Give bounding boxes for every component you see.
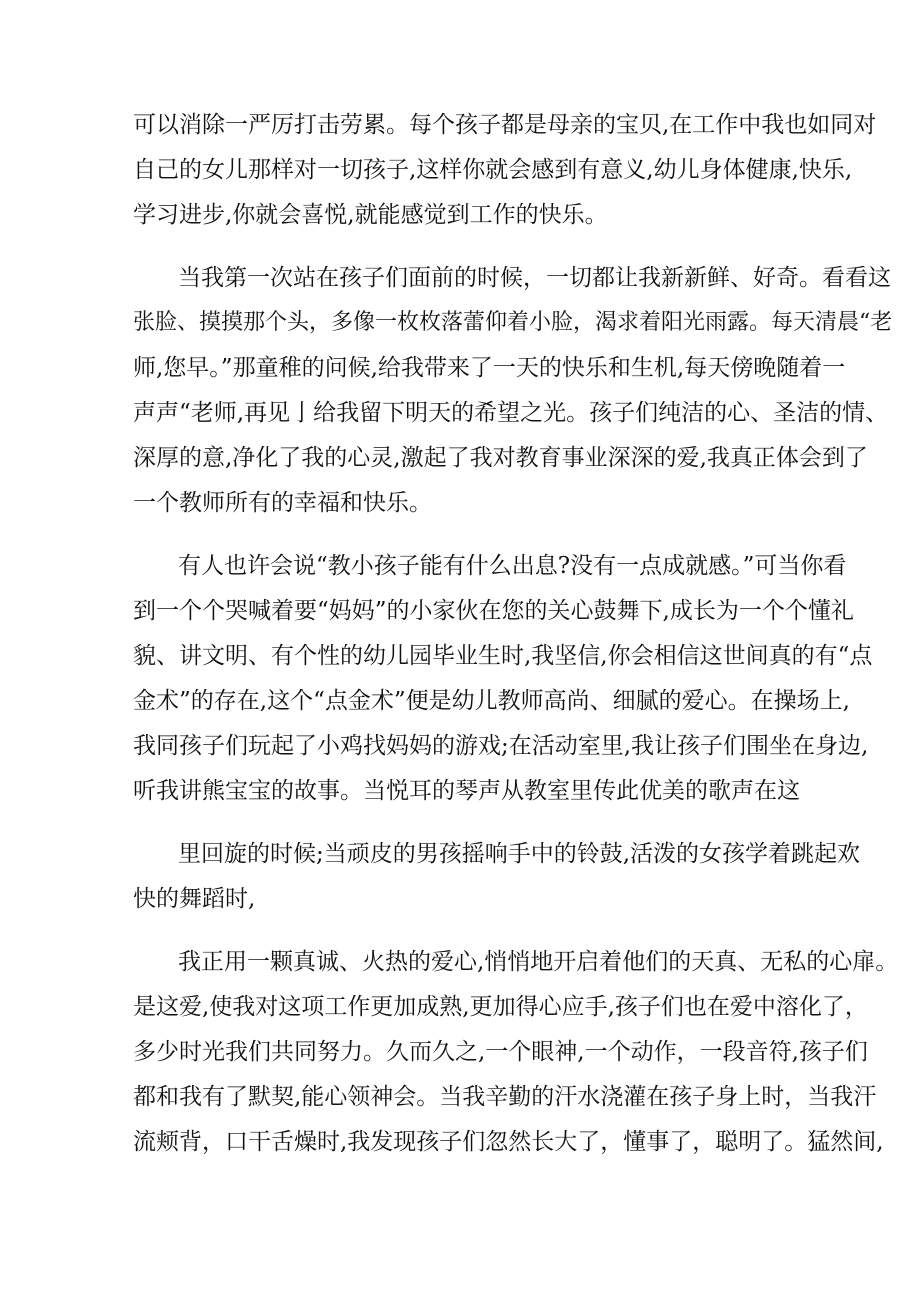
text-line-14: 我同孩子们玩起了小鸡找妈妈的游戏;在活动室里,我让孩子们围坐在身边, <box>133 733 869 759</box>
text-line-10: 有人也许会说“教小孩子能有什么出息?没有一点成就感。”可当你看 <box>178 553 847 579</box>
text-line-3: 学习进步,你就会喜悦,就能感觉到工作的快乐。 <box>133 202 608 228</box>
text-line-16: 里回旋的时候;当顽皮的男孩摇响手中的铃鼓,活泼的女孩学着跳起欢 <box>178 841 861 867</box>
text-line-22: 流颊背，口干舌燥时,我发现孩子们忽然长大了，懂事了，聪明了。猛然间, <box>133 1129 884 1155</box>
text-line-11: 到一个个哭喊着要“妈妈”的小家伙在您的关心鼓舞下,成长为一个个懂礼 <box>133 598 854 624</box>
text-line-2: 自己的女儿那样对一切孩子,这样你就会感到有意义,幼儿身体健康,快乐, <box>133 157 853 183</box>
text-line-8: 深厚的意,净化了我的心灵,激起了我对教育事业深深的爱,我真正体会到了 <box>133 445 868 471</box>
text-line-13: 金术”的存在,这个“点金术”便是幼儿教师高尚、细腻的爱心。在操场上, <box>133 688 850 714</box>
text-line-20: 多少时光我们共同努力。久而久之,一个眼神,一个动作，一段音符,孩子们 <box>133 1039 868 1065</box>
text-line-15: 听我讲熊宝宝的故事。当悦耳的琴声从教室里传此优美的歌声在这 <box>133 778 800 804</box>
text-line-5: 张脸、摸摸那个头，多像一枚枚落蕾仰着小脸，渴求着阳光雨露。每天清晨“老 <box>133 310 893 335</box>
text-line-1: 可以消除一严厉打击劳累。每个孩子都是母亲的宝贝,在工作中我也如同对 <box>133 112 877 138</box>
text-line-12: 貌、讲文明、有个性的幼儿园毕业生时,我坚信,你会相信这世间真的有“点 <box>133 643 873 669</box>
text-line-18: 我正用一颗真诚、火热的爱心,悄悄地开启着他们的天真、无私的心扉。 <box>178 949 899 975</box>
text-line-9: 一个教师所有的幸福和快乐。 <box>133 490 432 516</box>
text-line-4: 当我第一次站在孩子们面前的时候，一切都让我新新鲜、好奇。看看这 <box>178 265 891 291</box>
text-line-21: 都和我有了默契,能心领神会。当我辛勤的汗水浇灌在孩子身上时，当我汗 <box>133 1084 877 1110</box>
text-line-7: 声声“老师,再见亅给我留下明天的希望之光。孩子们纯洁的心、圣洁的情、 <box>133 400 889 426</box>
text-line-19: 是这爱,使我对这项工作更加成熟,更加得心应手,孩子们也在爱中溶化了， <box>133 994 868 1020</box>
text-line-6: 师,您早。”那童稚的问候,给我带来了一天的快乐和生机,每天傍晚随着一 <box>133 355 846 381</box>
text-line-17: 快的舞蹈时, <box>133 886 256 912</box>
